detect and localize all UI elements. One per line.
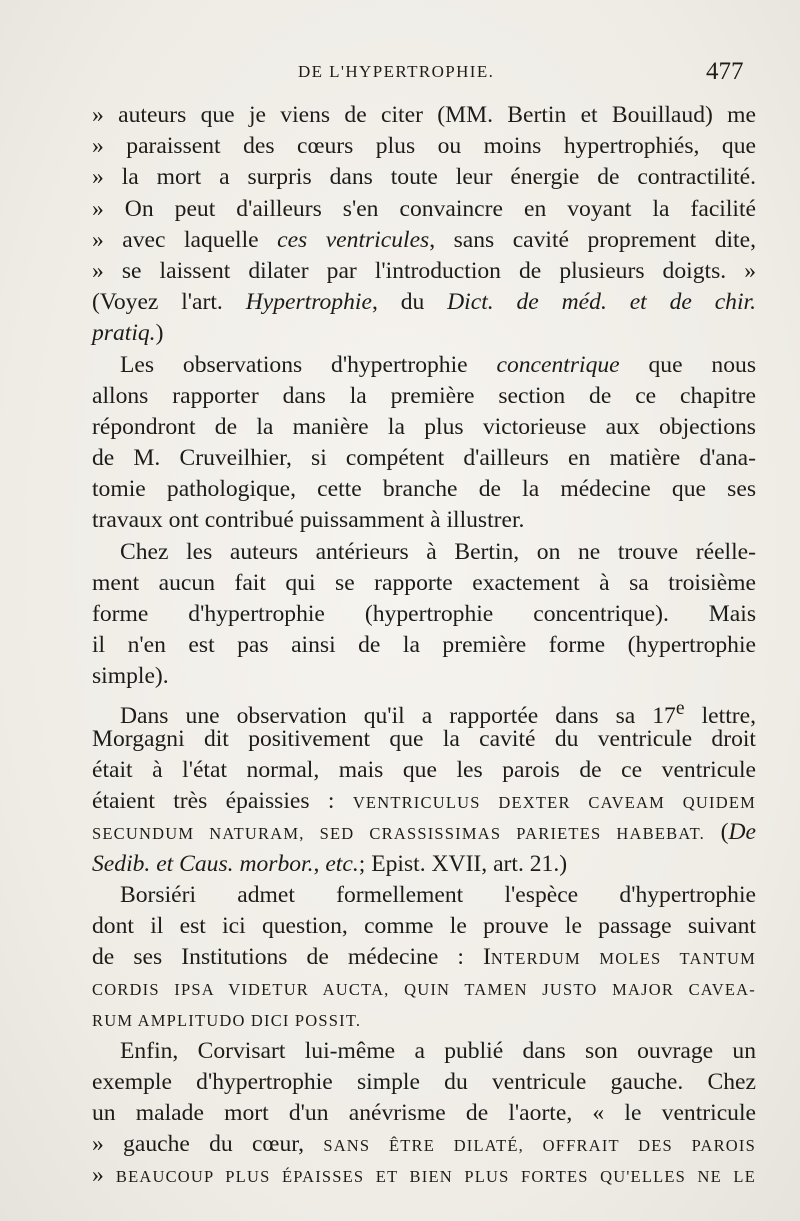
text-line: » se laissent dilater par l'introduction de plusieurs doigts. » [92,257,756,284]
text-line: » On peut d'ailleurs s'en convaincre en voyant la facilité [92,195,756,222]
text-line: allons rapporter dans la première section de ce chapitre [92,382,756,409]
text-line: était à l'état normal, mais que les parois de ce ventricule [92,756,756,783]
text-line: de ses Institutions de médecine : INTERDUM MOLES TANTUM [92,944,756,971]
text-line: » gauche du cœur, SANS ÊTRE DILATÉ, OFFRAIT DES PAROIS [92,1131,756,1158]
text-line: de M. Cruveilhier, si compétent d'ailleurs en matière d'ana- [92,445,756,472]
text-line: SECUNDUM NATURAM, SED CRASSISSIMAS PARIETES HABEBAT. (De [92,819,756,846]
body-text [92,100,756,1192]
text-line: exemple d'hypertrophie simple du ventricule gauche. Chez [92,1068,756,1095]
text-line: travaux ont contribué puissamment à illustrer. [92,507,525,534]
text-line: Enfin, Corvisart lui-même a publié dans son ouvrage un [120,1037,756,1064]
text-line: étaient très épaissies : VENTRICULUS DEXTER CAVEAM QUIDEM [92,788,756,815]
text-line: Les observations d'hypertrophie concentrique que nous [120,351,756,378]
text-line: Sedib. et Caus. morbor., etc.; Epist. XVII, art. 21.) [92,850,568,877]
text-line: CORDIS IPSA VIDETUR AUCTA, QUIN TAMEN JUSTO MAJOR CAVEA- [92,980,756,1000]
text-line: simple). [92,663,169,690]
text-line: » la mort a surpris dans toute leur énergie de contractilité. [92,164,756,191]
text-line: Borsiéri admet formellement l'espèce d'hypertrophie [120,881,756,908]
text-line: ment aucun fait qui se rapporte exactement à sa troisième [92,569,756,596]
text-line: Dans une observation qu'il a rapportée dans sa 17e lettre, [120,696,756,729]
text-line: un malade mort d'un anévrisme de l'aorte, « le ventricule [92,1100,756,1126]
text-line: tomie pathologique, cette branche de la médecine que ses [92,476,756,503]
text-line: forme d'hypertrophie (hypertrophie concentrique). Mais [92,601,756,627]
text-line: il n'en est pas ainsi de la première forme (hypertrophie [92,632,756,659]
text-line: pratiq.) [92,320,164,347]
text-line: Morgagni dit positivement que la cavité du ventricule droit [92,725,756,752]
text-line: répondront de la manière la plus victorieuse aux objections [92,413,756,440]
text-line: » auteurs que je viens de citer (MM. Bertin et Bouillaud) me [92,102,756,128]
text-line: » avec laquelle ces ventricules, sans cavité proprement dite, [92,226,756,253]
text-line: dont il est ici question, comme le prouve le passage suivant [92,912,756,939]
page-number: 477 [706,58,744,85]
running-head [0,58,800,88]
text-line: RUM AMPLITUDO DICI POSSIT. [92,1011,362,1031]
text-line: » BEAUCOUP PLUS ÉPAISSES ET BIEN PLUS FORTES QU'ELLES NE LE [92,1162,756,1189]
running-head-title: DE L'HYPERTROPHIE. [298,62,495,81]
text-line: » paraissent des cœurs plus ou moins hypertrophiés, que [92,133,756,160]
text-line: Chez les auteurs antérieurs à Bertin, on ne trouve réelle- [120,538,756,565]
text-line: (Voyez l'art. Hypertrophie, du Dict. de méd. et de chir. [92,289,756,316]
